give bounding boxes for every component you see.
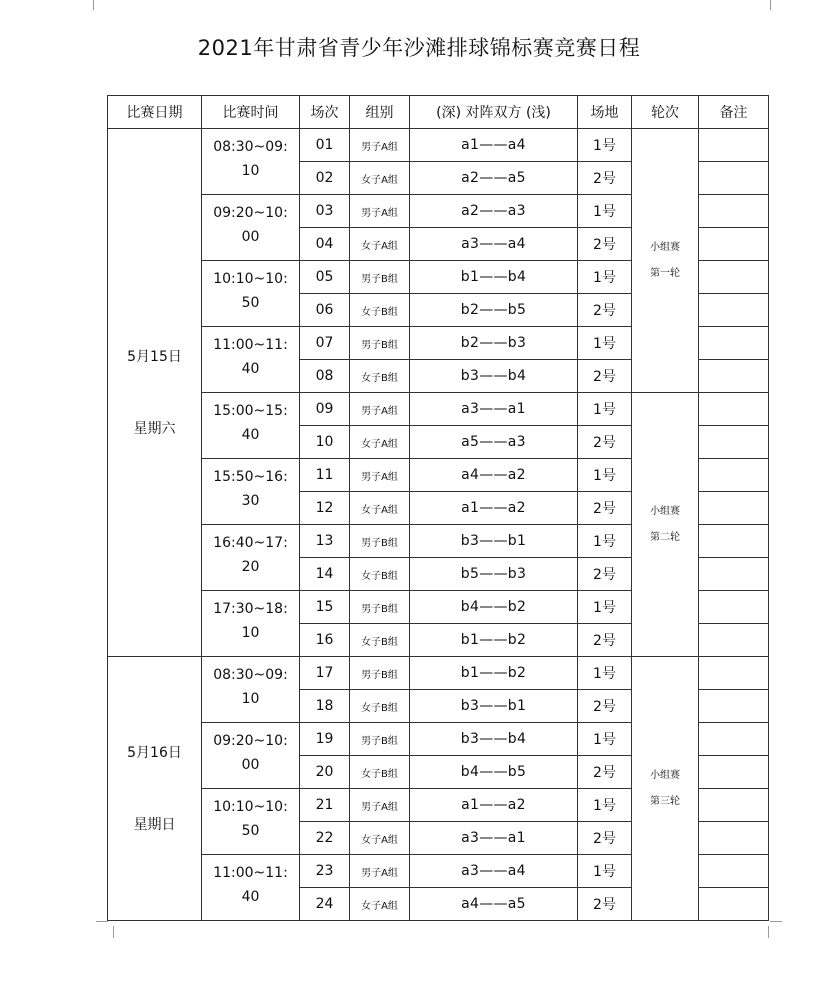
crop-mark-bottom-left-v [113,926,114,938]
time-cell [202,789,300,855]
group-cell: 女子A组 [350,162,410,195]
remarks-cell [699,888,769,921]
court-cell: 1号 [578,459,632,492]
remarks-cell [699,162,769,195]
time-start: 09:20~10: [213,732,288,749]
court-cell: 2号 [578,294,632,327]
group-cell: 男子B组 [350,723,410,756]
header-date: 比赛日期 [108,96,202,129]
crop-mark-top-right [770,0,771,10]
match-number-cell: 05 [300,261,350,294]
pairing-cell: a4——a5 [410,888,578,921]
time-cell [202,327,300,393]
remarks-cell [699,855,769,888]
match-number-cell: 08 [300,360,350,393]
pairing-cell: b2——b5 [410,294,578,327]
remarks-cell [699,393,769,426]
group-cell: 男子A组 [350,195,410,228]
date-cell [108,657,202,921]
court-cell: 1号 [578,723,632,756]
weekday-text: 星期六 [133,420,176,437]
court-cell: 2号 [578,822,632,855]
group-cell: 女子B组 [350,624,410,657]
pairing-cell: a3——a1 [410,393,578,426]
match-number-cell: 18 [300,690,350,723]
pairing-cell: b1——b2 [410,657,578,690]
crop-mark-bottom-right-h [770,921,782,922]
time-cell [202,723,300,789]
court-cell: 2号 [578,162,632,195]
header-match-no: 场次 [300,96,350,129]
round-cell [632,393,699,657]
remarks-cell [699,591,769,624]
header-row [108,96,769,129]
header-pairing: (深) 对阵双方 (浅) [410,96,578,129]
time-start: 15:50~16: [213,468,288,485]
group-cell: 女子B组 [350,360,410,393]
time-cell [202,591,300,657]
time-end: 10 [241,690,260,707]
remarks-cell [699,459,769,492]
time-end: 20 [241,558,260,575]
group-cell: 女子B组 [350,294,410,327]
match-number-cell: 03 [300,195,350,228]
match-number-cell: 02 [300,162,350,195]
pairing-cell: b4——b2 [410,591,578,624]
pairing-cell: b1——b4 [410,261,578,294]
match-number-cell: 24 [300,888,350,921]
court-cell: 2号 [578,426,632,459]
court-cell: 1号 [578,591,632,624]
group-cell: 女子A组 [350,426,410,459]
date-text: 5月16日 [127,744,182,761]
remarks-cell [699,822,769,855]
time-end: 50 [241,822,260,839]
group-cell: 女子B组 [350,756,410,789]
remarks-cell [699,228,769,261]
remarks-cell [699,129,769,162]
pairing-cell: b4——b5 [410,756,578,789]
remarks-cell [699,657,769,690]
match-number-cell: 01 [300,129,350,162]
time-cell [202,261,300,327]
crop-mark-bottom-left-h [96,921,108,922]
round-cell [632,129,699,393]
remarks-cell [699,690,769,723]
time-start: 10:10~10: [213,270,288,287]
table-row [108,129,769,162]
time-end: 00 [241,228,260,245]
round-stage: 小组赛 [650,769,680,781]
pairing-cell: a3——a1 [410,822,578,855]
round-stage: 小组赛 [650,241,680,253]
pairing-cell: a3——a4 [410,228,578,261]
header-group: 组别 [350,96,410,129]
round-number: 第一轮 [650,267,680,279]
remarks-cell [699,558,769,591]
remarks-cell [699,195,769,228]
document-title: 2021年甘肃省青少年沙滩排球锦标赛竞赛日程 [197,36,641,60]
court-cell: 2号 [578,360,632,393]
schedule-table [107,95,769,921]
match-number-cell: 15 [300,591,350,624]
schedule-body [108,129,769,921]
remarks-cell [699,261,769,294]
remarks-cell [699,525,769,558]
remarks-cell [699,327,769,360]
match-number-cell: 12 [300,492,350,525]
remarks-cell [699,426,769,459]
match-number-cell: 23 [300,855,350,888]
match-number-cell: 13 [300,525,350,558]
time-end: 40 [241,426,260,443]
court-cell: 1号 [578,789,632,822]
header-time: 比赛时间 [202,96,300,129]
header-court: 场地 [578,96,632,129]
time-start: 15:00~15: [213,402,288,419]
remarks-cell [699,756,769,789]
court-cell: 1号 [578,525,632,558]
pairing-cell: a4——a2 [410,459,578,492]
time-cell [202,195,300,261]
time-cell [202,657,300,723]
time-start: 08:30~09: [213,138,288,155]
court-cell: 1号 [578,657,632,690]
time-end: 10 [241,624,260,641]
court-cell: 1号 [578,393,632,426]
pairing-cell: a2——a5 [410,162,578,195]
court-cell: 2号 [578,756,632,789]
time-end: 10 [241,162,260,179]
time-start: 10:10~10: [213,798,288,815]
group-cell: 女子A组 [350,492,410,525]
match-number-cell: 06 [300,294,350,327]
time-start: 08:30~09: [213,666,288,683]
pairing-cell: b3——b1 [410,690,578,723]
match-number-cell: 07 [300,327,350,360]
remarks-cell [699,789,769,822]
weekday-text: 星期日 [133,816,176,833]
court-cell: 1号 [578,855,632,888]
group-cell: 男子B组 [350,591,410,624]
court-cell: 1号 [578,195,632,228]
time-end: 40 [241,360,260,377]
pairing-cell: a5——a3 [410,426,578,459]
group-cell: 男子B组 [350,525,410,558]
table-row [108,393,769,426]
group-cell: 男子B组 [350,657,410,690]
time-end: 00 [241,756,260,773]
group-cell: 女子A组 [350,822,410,855]
date-text: 5月15日 [127,348,182,365]
pairing-cell: a1——a4 [410,129,578,162]
time-cell [202,855,300,921]
time-cell [202,525,300,591]
pairing-cell: b3——b1 [410,525,578,558]
pairing-cell: b5——b3 [410,558,578,591]
group-cell: 女子B组 [350,690,410,723]
group-cell: 女子A组 [350,888,410,921]
time-start: 17:30~18: [213,600,288,617]
remarks-cell [699,624,769,657]
group-cell: 男子A组 [350,855,410,888]
time-end: 30 [241,492,260,509]
time-cell [202,459,300,525]
remarks-cell [699,723,769,756]
crop-mark-bottom-right-v [768,926,769,938]
court-cell: 2号 [578,624,632,657]
match-number-cell: 11 [300,459,350,492]
pairing-cell: a3——a4 [410,855,578,888]
court-cell: 1号 [578,327,632,360]
remarks-cell [699,492,769,525]
round-cell [632,657,699,921]
pairing-cell: a1——a2 [410,492,578,525]
match-number-cell: 09 [300,393,350,426]
group-cell: 男子A组 [350,393,410,426]
court-cell: 2号 [578,492,632,525]
match-number-cell: 16 [300,624,350,657]
table-row [108,657,769,690]
pairing-cell: b3——b4 [410,723,578,756]
round-number: 第二轮 [650,531,680,543]
time-start: 11:00~11: [213,336,288,353]
time-start: 11:00~11: [213,864,288,881]
court-cell: 2号 [578,228,632,261]
group-cell: 男子B组 [350,261,410,294]
match-number-cell: 21 [300,789,350,822]
court-cell: 1号 [578,261,632,294]
match-number-cell: 19 [300,723,350,756]
remarks-cell [699,360,769,393]
pairing-cell: b2——b3 [410,327,578,360]
match-number-cell: 20 [300,756,350,789]
match-number-cell: 04 [300,228,350,261]
time-cell [202,393,300,459]
group-cell: 男子B组 [350,327,410,360]
time-cell [202,129,300,195]
pairing-cell: b3——b4 [410,360,578,393]
pairing-cell: a2——a3 [410,195,578,228]
time-start: 09:20~10: [213,204,288,221]
group-cell: 男子A组 [350,129,410,162]
match-number-cell: 22 [300,822,350,855]
time-end: 40 [241,888,260,905]
group-cell: 男子A组 [350,459,410,492]
group-cell: 女子B组 [350,558,410,591]
court-cell: 1号 [578,129,632,162]
round-stage: 小组赛 [650,505,680,517]
match-number-cell: 17 [300,657,350,690]
remarks-cell [699,294,769,327]
pairing-cell: b1——b2 [410,624,578,657]
round-number: 第三轮 [650,795,680,807]
crop-mark-top-left [93,0,94,10]
court-cell: 2号 [578,888,632,921]
match-number-cell: 10 [300,426,350,459]
pairing-cell: a1——a2 [410,789,578,822]
court-cell: 2号 [578,690,632,723]
header-remarks: 备注 [699,96,769,129]
time-end: 50 [241,294,260,311]
group-cell: 男子A组 [350,789,410,822]
header-round: 轮次 [632,96,699,129]
date-cell [108,129,202,657]
group-cell: 女子A组 [350,228,410,261]
match-number-cell: 14 [300,558,350,591]
time-start: 16:40~17: [213,534,288,551]
court-cell: 2号 [578,558,632,591]
